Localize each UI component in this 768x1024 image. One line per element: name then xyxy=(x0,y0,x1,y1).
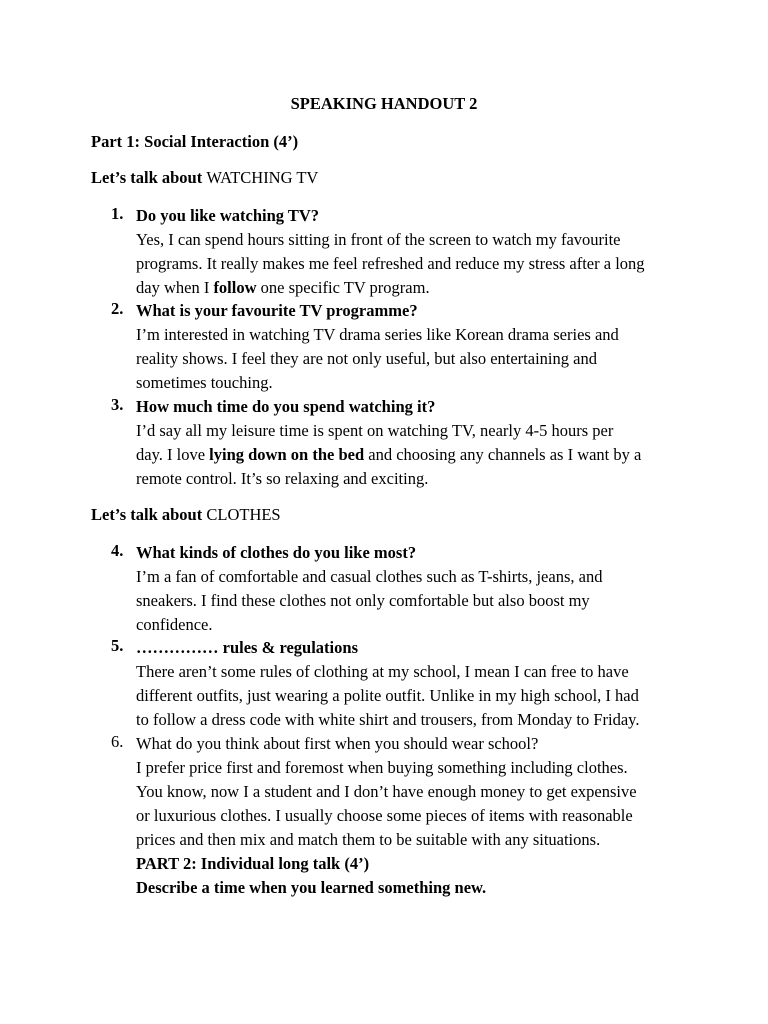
answer-line: There aren’t some rules of clothing at my school, I mean I can free to have xyxy=(136,662,629,681)
list-item-number: 5. xyxy=(111,636,124,655)
list-item-number: 4. xyxy=(111,541,124,560)
answer-text: day. I love xyxy=(136,445,210,464)
part1-heading: Part 1: Social Interaction (4’) xyxy=(91,132,299,151)
question: What do you think about first when you should wear school? xyxy=(136,734,539,753)
answer-line: I prefer price first and foremost when buying something including clothes. xyxy=(136,758,628,777)
answer-bold-text: follow xyxy=(213,278,257,297)
question: …………… rules & regulations xyxy=(136,638,358,657)
answer-line xyxy=(136,276,691,300)
section-heading-topic: CLOTHES xyxy=(206,505,281,524)
answer-line: different outfits, just wearing a polite outfit. Unlike in my high school, I had xyxy=(136,686,639,705)
answer-bold-text: lying down on the bed xyxy=(209,445,365,464)
answer-line: sneakers. I find these clothes not only comfortable but also boost my xyxy=(136,591,590,610)
answer-line: I’m interested in watching TV drama series like Korean drama series and xyxy=(136,325,619,344)
list-item-number: 2. xyxy=(111,299,124,318)
list-item-5 xyxy=(111,636,691,732)
answer xyxy=(136,565,691,637)
document-title: SPEAKING HANDOUT 2 xyxy=(290,94,478,113)
list-item-1 xyxy=(111,204,691,300)
list-item-6 xyxy=(111,732,691,852)
answer-line: You know, now I a student and I don’t have enough money to get expensive xyxy=(136,782,637,801)
question: Do you like watching TV? xyxy=(136,206,320,225)
part2-heading: PART 2: Individual long talk (4’) xyxy=(136,854,370,873)
answer-line: I’d say all my leisure time is spent on watching TV, nearly 4-5 hours per xyxy=(136,421,614,440)
answer-line: confidence. xyxy=(136,615,213,634)
answer xyxy=(136,419,691,491)
part2-prompt: Describe a time when you learned something new. xyxy=(136,878,487,897)
question: What kinds of clothes do you like most? xyxy=(136,543,417,562)
answer-text: day when I xyxy=(136,278,214,297)
answer-line xyxy=(136,443,691,467)
answer-text: and choosing any channels as I want by a xyxy=(364,445,642,464)
answer-line: or luxurious clothes. I usually choose some pieces of items with reasonable xyxy=(136,806,633,825)
answer-line: remote control. It’s so relaxing and exciting. xyxy=(136,469,429,488)
question: How much time do you spend watching it? xyxy=(136,397,436,416)
answer-line: to follow a dress code with white shirt and trousers, from Monday to Friday. xyxy=(136,710,640,729)
list-item-number: 6. xyxy=(111,732,124,751)
section-heading-prefix: Let’s talk about xyxy=(91,168,207,187)
list-item-3 xyxy=(111,395,691,491)
answer-line: reality shows. I feel they are not only useful, but also entertaining and xyxy=(136,349,597,368)
section-heading-clothes xyxy=(91,505,281,525)
answer xyxy=(136,323,691,395)
answer-line: programs. It really makes me feel refreshed and reduce my stress after a long xyxy=(136,254,645,273)
answer-line: Yes, I can spend hours sitting in front of the screen to watch my favourite xyxy=(136,230,621,249)
list-item-2 xyxy=(111,299,691,395)
answer xyxy=(136,228,691,300)
answer-line: prices and then mix and match them to be suitable with any situations. xyxy=(136,830,601,849)
answer-line: I’m a fan of comfortable and casual clothes such as T-shirts, jeans, and xyxy=(136,567,603,586)
list-item-number: 1. xyxy=(111,204,124,223)
list-item-4 xyxy=(111,541,691,637)
question: What is your favourite TV programme? xyxy=(136,301,418,320)
answer xyxy=(136,756,691,852)
section-heading-prefix: Let’s talk about xyxy=(91,505,207,524)
answer-line: sometimes touching. xyxy=(136,373,273,392)
section-heading-watching-tv xyxy=(91,168,318,188)
answer-text: one specific TV program. xyxy=(256,278,430,297)
answer xyxy=(136,660,691,732)
list-item-number: 3. xyxy=(111,395,124,414)
section-heading-topic: WATCHING TV xyxy=(206,168,319,187)
